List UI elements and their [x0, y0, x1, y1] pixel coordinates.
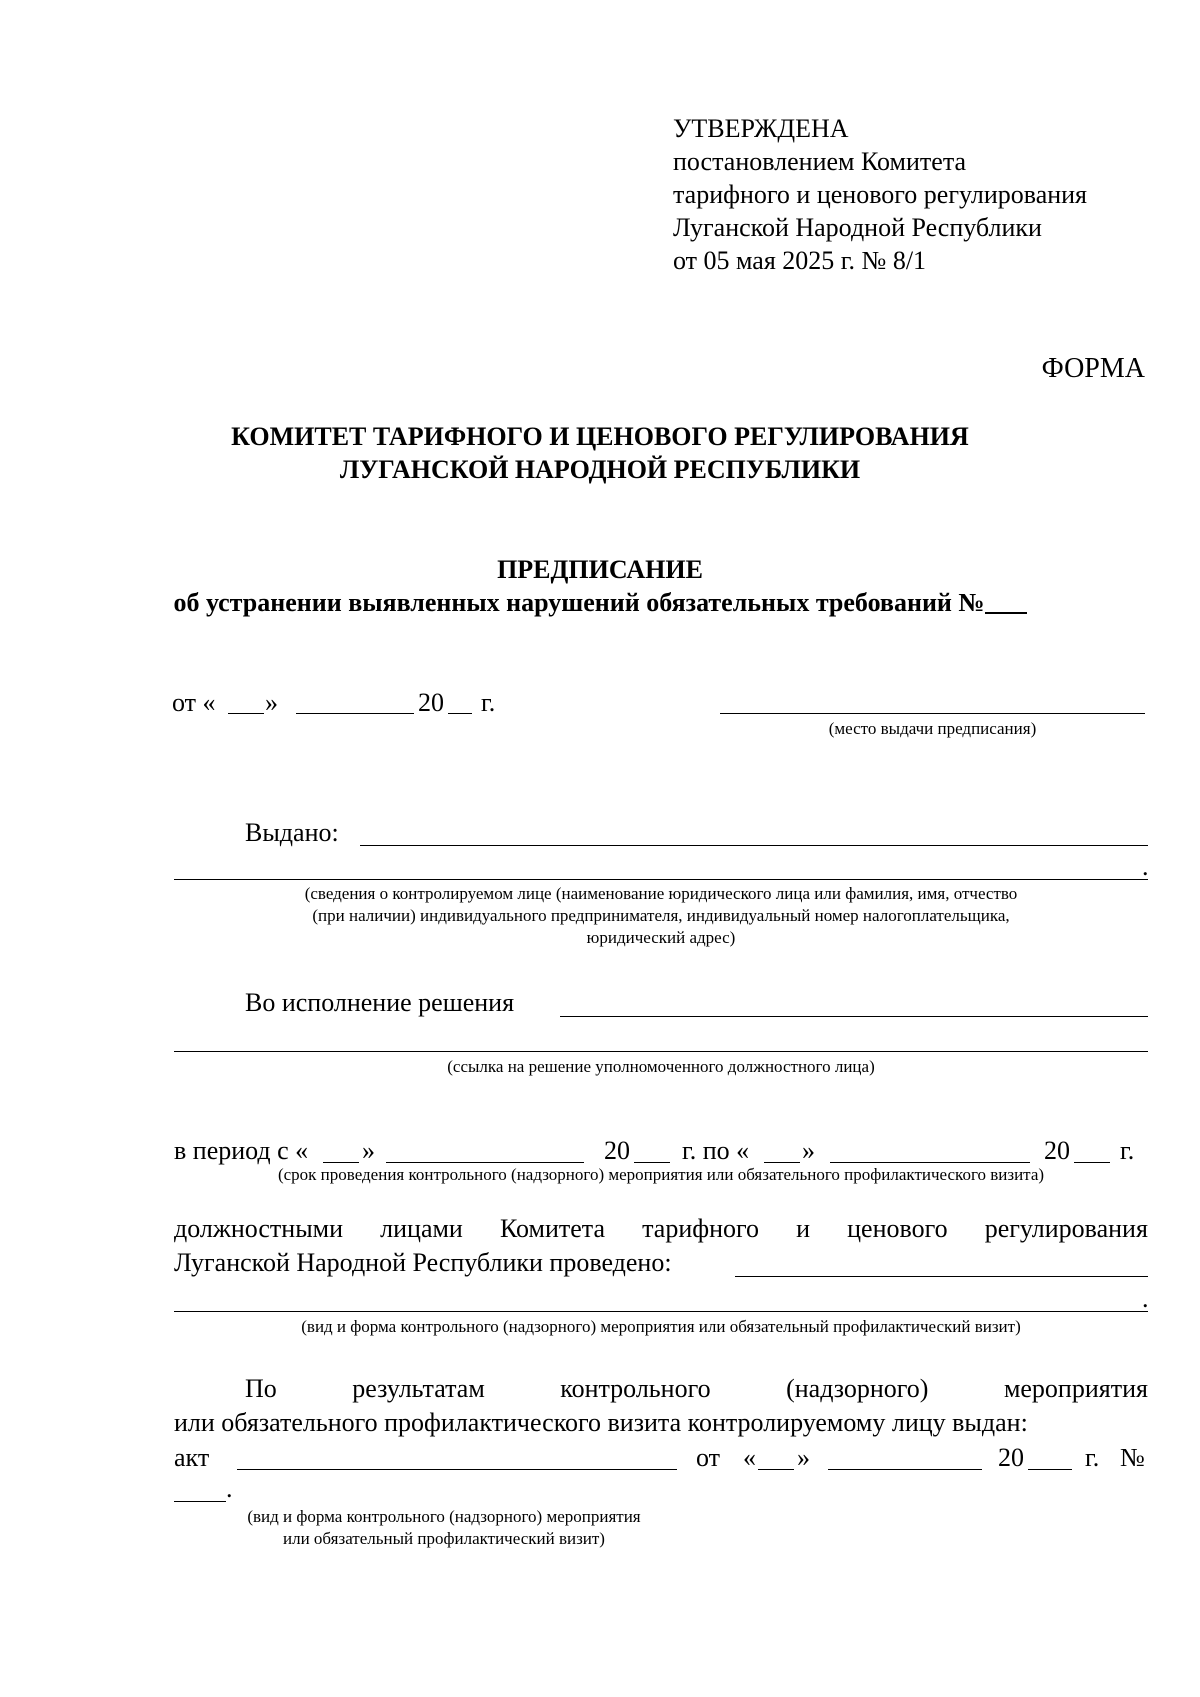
org-line: ЛУГАНСКОЙ НАРОДНОЙ РЕСПУБЛИКИ — [339, 455, 861, 484]
day-blank[interactable] — [228, 713, 264, 714]
approval-block — [673, 112, 1153, 277]
issued-caption-line: (при наличии) индивидуального предпринимателя, индивидуальный номер налогоплательщика, — [312, 906, 1010, 925]
document-title — [100, 553, 1100, 619]
act-dot: . — [226, 1474, 233, 1503]
issued-label: Выдано: — [245, 818, 339, 847]
results-line-1 — [245, 1372, 1148, 1405]
officials-blank-2[interactable] — [174, 1311, 1148, 1312]
title-subtitle — [100, 586, 1100, 619]
period-prefix: в период с « — [174, 1136, 309, 1165]
decision-label: Во исполнение решения — [245, 988, 515, 1017]
date-suffix: г. — [481, 688, 496, 717]
period-year2-blank[interactable] — [1074, 1162, 1110, 1163]
period-month1-blank[interactable] — [386, 1162, 584, 1163]
act-year-blank[interactable] — [1028, 1469, 1072, 1470]
justified-word: По — [245, 1374, 277, 1403]
number-blank[interactable] — [985, 612, 1027, 614]
justified-word: тарифного — [642, 1214, 760, 1243]
period-day1-blank[interactable] — [323, 1162, 359, 1163]
period-year1: 20 — [604, 1136, 630, 1165]
act-blank[interactable] — [237, 1469, 677, 1470]
date-prefix: от « — [172, 688, 216, 717]
justified-word: и — [796, 1214, 811, 1243]
act-close-quote: » — [797, 1443, 810, 1472]
justified-word: контрольного — [560, 1374, 711, 1403]
org-line: КОМИТЕТ ТАРИФНОГО И ЦЕНОВОГО РЕГУЛИРОВАНИЯ — [231, 422, 969, 451]
place-caption: (место выдачи предписания) — [828, 719, 1037, 738]
issued-caption-line: (сведения о контролируемом лице (наименование юридического лица или фамилия, имя, отчество — [304, 884, 1018, 903]
act-suffix: г. — [1085, 1443, 1100, 1472]
date-year: 20 — [418, 688, 444, 717]
approval-line: от 05 мая 2025 г. № 8/1 — [673, 246, 927, 275]
period-year2: 20 — [1044, 1136, 1070, 1165]
act-from: от — [696, 1443, 721, 1472]
approval-line: Луганской Народной Республики — [673, 213, 1042, 242]
issued-blank-2[interactable] — [174, 879, 1148, 880]
justified-word: результатам — [352, 1374, 485, 1403]
officials-caption: (вид и форма контрольного (надзорного) мероприятия или обязательный профилактический визит) — [301, 1317, 1021, 1336]
justified-word: ценового — [847, 1214, 948, 1243]
period-mid: г. по « — [682, 1136, 750, 1165]
period-year1-blank[interactable] — [634, 1162, 670, 1163]
place-blank[interactable] — [720, 713, 1145, 714]
justified-word: лицами — [380, 1214, 463, 1243]
approval-line: тарифного и ценового регулирования — [673, 180, 1088, 209]
decision-caption: (ссылка на решение уполномоченного должностного лица) — [447, 1057, 875, 1076]
officials-dot: . — [1142, 1284, 1149, 1313]
form-label: ФОРМА — [1041, 353, 1145, 384]
justified-word: регулирования — [984, 1214, 1148, 1243]
period-close-quote: » — [362, 1136, 375, 1165]
date-row — [172, 686, 216, 719]
approval-line: постановлением Комитета — [673, 147, 967, 176]
results-caption-line: (вид и форма контрольного (надзорного) мероприятия — [247, 1507, 641, 1526]
period-caption: (срок проведения контрольного (надзорного) мероприятия или обязательного профилактического визита) — [277, 1165, 1045, 1184]
period-close-quote-2: » — [802, 1136, 815, 1165]
approval-line: УТВЕРЖДЕНА — [673, 114, 849, 143]
results-caption — [174, 1506, 714, 1550]
issued-caption — [174, 883, 1148, 949]
act-label: акт — [174, 1443, 210, 1472]
act-open-quote: « — [743, 1443, 756, 1472]
officials-line-2: Луганской Народной Республики проведено: — [174, 1248, 672, 1277]
justified-word: должностными — [174, 1214, 344, 1243]
results-line-2: или обязательного профилактического визита контролируемому лицу выдан: — [174, 1408, 1028, 1437]
justified-word: (надзорного) — [786, 1374, 929, 1403]
period-suffix: г. — [1120, 1136, 1135, 1165]
year-blank[interactable] — [448, 713, 472, 714]
title-subtitle-text: об устранении выявленных нарушений обязательных требований № — [173, 588, 985, 617]
act-number-blank[interactable] — [174, 1501, 226, 1502]
act-day-blank[interactable] — [758, 1469, 794, 1470]
justified-word: мероприятия — [1003, 1374, 1148, 1403]
officials-line-1 — [174, 1212, 1148, 1245]
month-blank[interactable] — [296, 713, 414, 714]
period-day2-blank[interactable] — [764, 1162, 800, 1163]
org-header — [100, 420, 1100, 486]
justified-word: Комитета — [499, 1214, 605, 1243]
results-caption-line: или обязательный профилактический визит) — [283, 1529, 605, 1548]
issued-caption-line: юридический адрес) — [586, 928, 736, 947]
act-year: 20 — [998, 1443, 1024, 1472]
date-close-quote: » — [265, 688, 278, 717]
title-main: ПРЕДПИСАНИЕ — [497, 555, 703, 584]
period-month2-blank[interactable] — [830, 1162, 1030, 1163]
issued-dot: . — [1142, 852, 1149, 881]
act-month-blank[interactable] — [828, 1469, 982, 1470]
decision-blank-2[interactable] — [174, 1051, 1148, 1052]
issued-blank-1[interactable] — [360, 845, 1148, 846]
act-number-sign: № — [1120, 1443, 1145, 1472]
decision-blank-1[interactable] — [560, 1016, 1148, 1017]
officials-blank-1[interactable] — [735, 1276, 1148, 1277]
